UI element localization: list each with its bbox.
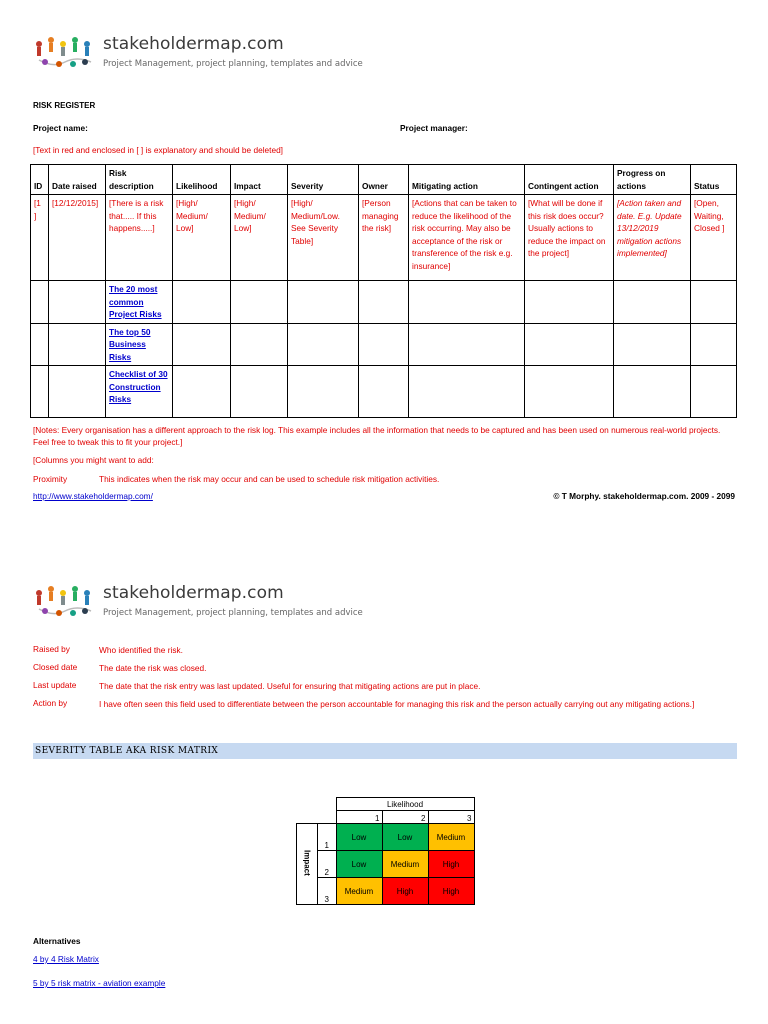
definition-label: Raised by — [33, 644, 70, 654]
stakeholder-logo-icon — [33, 34, 95, 70]
table-cell[interactable]: [High/ Medium/ Low] — [231, 195, 288, 281]
table-cell[interactable] — [525, 281, 614, 324]
table-cell[interactable] — [691, 281, 737, 324]
matrix-cell: Low — [336, 824, 382, 851]
col-header: Owner — [359, 165, 409, 195]
table-cell[interactable] — [173, 323, 231, 366]
table-cell[interactable] — [106, 281, 173, 324]
table-cell[interactable] — [288, 366, 359, 418]
copyright-text: © T Morphy. stakeholdermap.com. 2009 - 2099 — [553, 491, 735, 501]
col-header: Contingent action — [525, 165, 614, 195]
table-cell[interactable] — [49, 366, 106, 418]
severity-section-heading: SEVERITY TABLE AKA RISK MATRIX — [33, 743, 737, 759]
row-number: 3 — [318, 878, 337, 905]
col-header: Risk description — [106, 165, 173, 195]
table-cell[interactable] — [173, 366, 231, 418]
stakeholder-logo-icon — [33, 583, 95, 619]
table-cell[interactable] — [49, 323, 106, 366]
table-cell[interactable] — [231, 323, 288, 366]
table-cell[interactable] — [173, 281, 231, 324]
col-header: Date raised — [49, 165, 106, 195]
brand-tagline: Project Management, project planning, templates and advice — [103, 59, 363, 69]
col-number: 2 — [382, 811, 428, 824]
table-row — [31, 366, 737, 418]
col-number: 3 — [428, 811, 474, 824]
table-cell[interactable]: [1 ] — [31, 195, 49, 281]
definition-row — [33, 662, 739, 674]
row-number: 1 — [318, 824, 337, 851]
logo-bottom — [33, 583, 363, 619]
logo-top — [33, 34, 363, 70]
definition-label: Action by — [33, 698, 68, 708]
table-cell[interactable]: [Person managing the risk] — [359, 195, 409, 281]
proximity-label: Proximity — [33, 474, 68, 484]
table-row — [31, 323, 737, 366]
brand-tagline: Project Management, project planning, templates and advice — [103, 608, 363, 618]
impact-axis — [297, 824, 318, 905]
table-cell[interactable] — [691, 323, 737, 366]
matrix-cell: Medium — [428, 824, 474, 851]
table-row — [31, 195, 737, 281]
link-5x5-matrix[interactable]: 5 by 5 risk matrix - aviation example — [33, 978, 166, 988]
table-cell[interactable] — [409, 366, 525, 418]
row-number: 2 — [318, 851, 337, 878]
table-cell[interactable] — [359, 366, 409, 418]
col-header: ID — [31, 165, 49, 195]
col-header: Severity — [288, 165, 359, 195]
table-cell[interactable]: [Action taken and date. E.g. Update 13/12/2019 mitigation actions implemented] — [614, 195, 691, 281]
matrix-cell: High — [428, 878, 474, 905]
col-header: Likelihood — [173, 165, 231, 195]
matrix-cell: Low — [336, 851, 382, 878]
project-manager-label: Project manager: — [400, 123, 468, 133]
definition-text: Who identified the risk. — [99, 645, 183, 655]
table-cell[interactable]: [High/ Medium/Low. See Severity Table] — [288, 195, 359, 281]
proximity-text: This indicates when the risk may occur and can be used to schedule risk mitigation activities. — [99, 474, 440, 484]
table-cell[interactable]: [There is a risk that..... If this happens.....] — [106, 195, 173, 281]
table-cell[interactable]: [Open, Waiting, Closed ] — [691, 195, 737, 281]
table-cell[interactable]: [Actions that can be taken to reduce the likelihood of the risk occurring. May also be acceptance of the risk or transference of the risk e.g. insurance] — [409, 195, 525, 281]
table-cell[interactable] — [49, 281, 106, 324]
link-business-risks[interactable]: The top 50 Business Risks — [109, 326, 151, 362]
table-cell[interactable] — [359, 281, 409, 324]
table-cell[interactable]: [High/ Medium/ Low] — [173, 195, 231, 281]
table-cell[interactable] — [614, 323, 691, 366]
table-cell[interactable]: [What will be done if this risk does occur? Usually actions to reduce the impact on the project] — [525, 195, 614, 281]
col-header: Impact — [231, 165, 288, 195]
table-cell[interactable] — [409, 323, 525, 366]
notes-paragraph: [Notes: Every organisation has a different approach to the risk log. This example includes all the information that needs to be captured and has been used on numerous real-world projects. Feel free to tweak this to fit your project.] — [33, 425, 721, 447]
brand-site: stakeholdermap.com — [103, 34, 284, 54]
matrix-cell: Medium — [382, 851, 428, 878]
table-cell[interactable]: [12/12/2015] — [49, 195, 106, 281]
risk-register-table — [30, 164, 737, 418]
table-cell[interactable] — [31, 323, 49, 366]
definition-text: The date the risk was closed. — [99, 663, 207, 673]
table-cell[interactable] — [231, 366, 288, 418]
site-url-link[interactable]: http://www.stakeholdermap.com/ — [33, 491, 153, 501]
table-cell[interactable] — [409, 281, 525, 324]
link-4x4-matrix[interactable]: 4 by 4 Risk Matrix — [33, 954, 99, 964]
header-row — [31, 165, 737, 195]
alternatives-title: Alternatives — [33, 936, 81, 946]
definition-text: I have often seen this field used to differentiate between the person accountable for managing this risk and the person actually carrying out any mitigating actions.] — [99, 699, 695, 709]
likelihood-label: Likelihood — [336, 798, 474, 811]
brand-site: stakeholdermap.com — [103, 583, 284, 603]
table-cell[interactable] — [288, 323, 359, 366]
matrix-cell: Low — [382, 824, 428, 851]
table-cell[interactable] — [106, 366, 173, 418]
instruction-text: [Text in red and enclosed in [ ] is explanatory and should be deleted] — [33, 145, 283, 155]
table-cell[interactable] — [691, 366, 737, 418]
definition-row — [33, 680, 739, 692]
definition-label: Last update — [33, 680, 77, 690]
table-cell[interactable] — [525, 323, 614, 366]
link-project-risks[interactable]: The 20 most common Project Risks — [109, 284, 162, 319]
table-cell[interactable] — [359, 323, 409, 366]
definition-text: The date that the risk entry was last updated. Useful for ensuring that mitigating actions are put in place. — [99, 681, 481, 691]
columns-note: [Columns you might want to add: — [33, 455, 154, 465]
col-header: Progress on actions — [614, 165, 691, 195]
col-header: Mitigating action — [409, 165, 525, 195]
col-header: Status — [691, 165, 737, 195]
table-cell[interactable] — [231, 281, 288, 324]
matrix-cell: High — [428, 851, 474, 878]
table-cell[interactable] — [31, 281, 49, 324]
table-cell[interactable] — [288, 281, 359, 324]
definition-row — [33, 698, 739, 710]
link-construction-risks[interactable]: Checklist of 30 Construction Risks — [109, 369, 168, 404]
table-cell[interactable] — [614, 366, 691, 418]
table-cell[interactable] — [614, 281, 691, 324]
table-cell[interactable] — [525, 366, 614, 418]
page-title: RISK REGISTER — [33, 101, 96, 110]
matrix-cell: Medium — [336, 878, 382, 905]
col-number: 1 — [336, 811, 382, 824]
matrix-cell: High — [382, 878, 428, 905]
table-row — [31, 281, 737, 324]
table-cell[interactable] — [106, 323, 173, 366]
project-name-label: Project name: — [33, 123, 88, 133]
impact-label: Impact — [302, 850, 312, 876]
table-cell[interactable] — [31, 366, 49, 418]
risk-matrix — [296, 797, 475, 905]
definition-label: Closed date — [33, 662, 78, 672]
definition-row — [33, 644, 739, 656]
